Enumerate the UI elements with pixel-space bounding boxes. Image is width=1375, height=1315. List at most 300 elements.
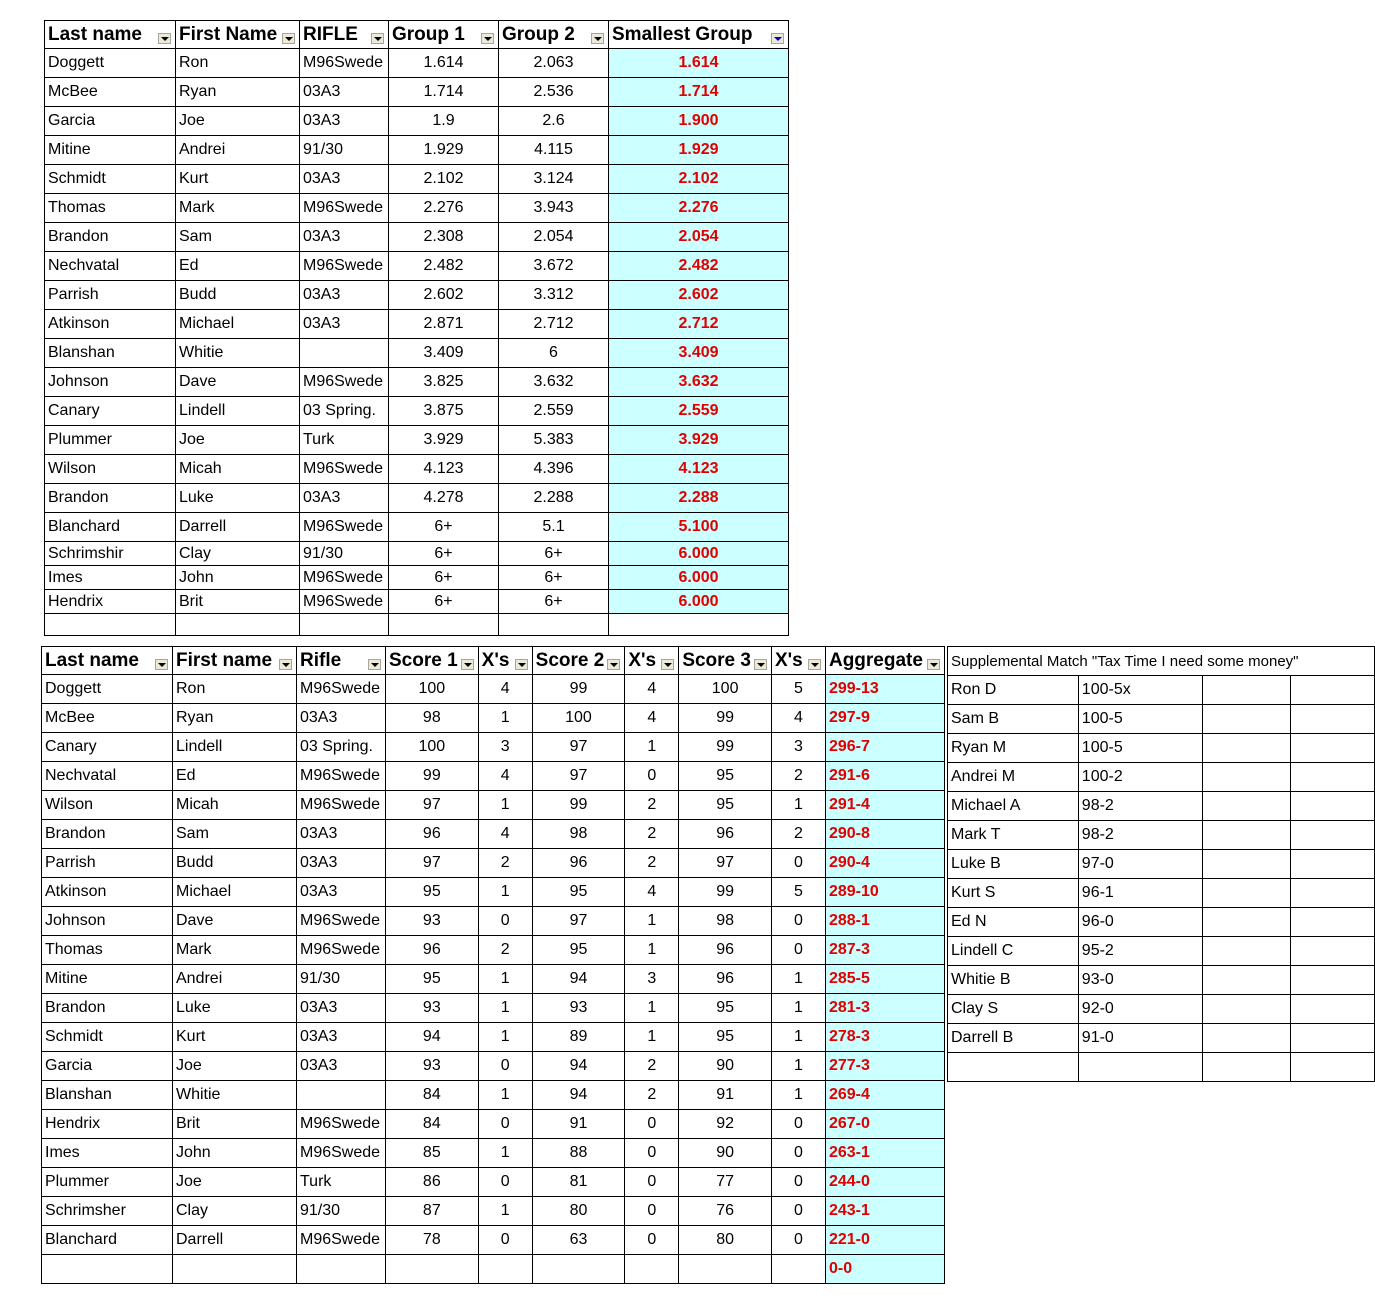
table-cell[interactable]: Blanchard — [42, 1226, 173, 1255]
table-cell[interactable]: 95 — [679, 791, 772, 820]
table-cell[interactable]: Blanshan — [42, 1081, 173, 1110]
table-cell[interactable]: 288-1 — [825, 907, 944, 936]
table-cell[interactable] — [609, 614, 789, 636]
table-cell[interactable]: 2.559 — [609, 397, 789, 426]
table-cell[interactable]: 291-4 — [825, 791, 944, 820]
table-cell[interactable]: 5 — [771, 878, 825, 907]
table-cell[interactable]: 4.123 — [609, 455, 789, 484]
table-cell[interactable]: 4 — [478, 820, 532, 849]
filter-dropdown-icon[interactable] — [515, 659, 528, 670]
filter-dropdown-icon[interactable] — [808, 659, 821, 670]
table-cell[interactable] — [386, 1255, 479, 1284]
table-cell[interactable]: 0 — [625, 1110, 679, 1139]
table-cell[interactable]: Budd — [176, 281, 300, 310]
table-cell[interactable]: 1 — [478, 791, 532, 820]
table-cell[interactable]: 1 — [771, 1081, 825, 1110]
table-cell[interactable] — [532, 1255, 625, 1284]
table-cell[interactable]: 95 — [532, 878, 625, 907]
table-cell[interactable]: Schrimsher — [42, 1197, 173, 1226]
table-cell[interactable]: 296-7 — [825, 733, 944, 762]
table-cell[interactable]: 2.308 — [389, 223, 499, 252]
table-cell[interactable]: 1 — [478, 994, 532, 1023]
table-cell[interactable]: 6 — [499, 339, 609, 368]
table-cell[interactable]: Luke — [176, 484, 300, 513]
table-cell[interactable]: Atkinson — [42, 878, 173, 907]
table-cell[interactable] — [1202, 908, 1291, 937]
table-cell[interactable]: 3 — [771, 733, 825, 762]
table-cell[interactable]: Micah — [173, 791, 297, 820]
table-cell[interactable] — [1291, 763, 1375, 792]
table-cell[interactable]: 267-0 — [825, 1110, 944, 1139]
table-cell[interactable]: 100 — [532, 704, 625, 733]
table-cell[interactable]: 1 — [478, 1081, 532, 1110]
table-cell[interactable]: 100 — [386, 675, 479, 704]
table-cell[interactable]: 2.288 — [499, 484, 609, 513]
table-cell[interactable]: 269-4 — [825, 1081, 944, 1110]
table-cell[interactable]: 1 — [625, 994, 679, 1023]
table-cell[interactable]: 0 — [771, 936, 825, 965]
table-cell[interactable]: M96Swede — [297, 762, 386, 791]
column-header[interactable]: Rifle — [297, 647, 386, 675]
table-cell[interactable]: 97 — [532, 907, 625, 936]
table-cell[interactable]: Joe — [176, 426, 300, 455]
table-cell[interactable]: Luke — [173, 994, 297, 1023]
column-header[interactable]: First name — [173, 647, 297, 675]
table-cell[interactable]: 278-3 — [825, 1023, 944, 1052]
table-cell[interactable]: Mark — [176, 194, 300, 223]
table-cell[interactable]: 0 — [771, 1139, 825, 1168]
table-cell[interactable] — [1291, 1024, 1375, 1053]
table-cell[interactable]: Ron — [176, 49, 300, 78]
table-cell[interactable]: Thomas — [45, 194, 176, 223]
table-cell[interactable]: M96Swede — [297, 936, 386, 965]
shooter-score[interactable]: 100-5 — [1078, 734, 1202, 763]
table-cell[interactable]: 2.602 — [609, 281, 789, 310]
table-cell[interactable]: 76 — [679, 1197, 772, 1226]
table-cell[interactable]: 95 — [532, 936, 625, 965]
table-cell[interactable]: Plummer — [42, 1168, 173, 1197]
column-header[interactable]: First Name — [176, 21, 300, 49]
table-cell[interactable]: 94 — [386, 1023, 479, 1052]
table-cell[interactable]: Brandon — [45, 223, 176, 252]
table-cell[interactable] — [771, 1255, 825, 1284]
table-cell[interactable]: 4 — [478, 675, 532, 704]
table-cell[interactable]: 90 — [679, 1139, 772, 1168]
table-cell[interactable]: 1.614 — [609, 49, 789, 78]
table-cell[interactable]: 1 — [771, 994, 825, 1023]
filter-dropdown-icon[interactable] — [461, 659, 474, 670]
table-cell[interactable]: Andrei — [176, 136, 300, 165]
table-cell[interactable]: 291-6 — [825, 762, 944, 791]
shooter-name[interactable]: Ryan M — [948, 734, 1079, 763]
table-cell[interactable]: 97 — [532, 733, 625, 762]
table-cell[interactable]: 63 — [532, 1226, 625, 1255]
table-cell[interactable]: 1 — [478, 704, 532, 733]
table-cell[interactable] — [1202, 734, 1291, 763]
table-cell[interactable] — [1291, 937, 1375, 966]
table-cell[interactable]: 1 — [478, 1139, 532, 1168]
table-cell[interactable]: M96Swede — [300, 49, 389, 78]
filter-dropdown-icon[interactable] — [481, 33, 494, 44]
table-cell[interactable]: 290-8 — [825, 820, 944, 849]
table-cell[interactable]: 99 — [679, 878, 772, 907]
table-cell[interactable]: Ron — [173, 675, 297, 704]
table-cell[interactable]: 94 — [532, 965, 625, 994]
table-cell[interactable]: 92 — [679, 1110, 772, 1139]
table-cell[interactable]: 2 — [625, 849, 679, 878]
table-cell[interactable]: 3.929 — [389, 426, 499, 455]
table-cell[interactable]: Budd — [173, 849, 297, 878]
table-cell[interactable]: 97 — [532, 762, 625, 791]
table-cell[interactable]: 0 — [625, 1139, 679, 1168]
table-cell[interactable]: 80 — [532, 1197, 625, 1226]
table-cell[interactable]: Ryan — [176, 78, 300, 107]
table-cell[interactable]: 3.312 — [499, 281, 609, 310]
table-cell[interactable]: 96 — [532, 849, 625, 878]
table-cell[interactable]: 6.000 — [609, 566, 789, 590]
table-cell[interactable]: 98 — [386, 704, 479, 733]
table-cell[interactable]: 03A3 — [297, 878, 386, 907]
table-cell[interactable]: 93 — [386, 994, 479, 1023]
table-cell[interactable]: 96 — [386, 820, 479, 849]
table-cell[interactable]: 96 — [679, 820, 772, 849]
table-cell[interactable]: Mitine — [45, 136, 176, 165]
table-cell[interactable]: 2.712 — [499, 310, 609, 339]
table-cell[interactable]: 2.102 — [389, 165, 499, 194]
table-cell[interactable]: 91/30 — [300, 136, 389, 165]
table-cell[interactable]: M96Swede — [300, 368, 389, 397]
table-cell[interactable] — [1291, 908, 1375, 937]
table-cell[interactable]: 80 — [679, 1226, 772, 1255]
shooter-score[interactable]: 91-0 — [1078, 1024, 1202, 1053]
filter-dropdown-icon[interactable] — [661, 659, 674, 670]
table-cell[interactable] — [478, 1255, 532, 1284]
table-cell[interactable]: Lindell — [176, 397, 300, 426]
table-cell[interactable]: 1 — [625, 936, 679, 965]
column-header[interactable]: RIFLE — [300, 21, 389, 49]
table-cell[interactable]: Brandon — [42, 994, 173, 1023]
table-cell[interactable]: 3.825 — [389, 368, 499, 397]
table-cell[interactable] — [1202, 937, 1291, 966]
column-header[interactable]: X's — [771, 647, 825, 675]
table-cell[interactable]: 87 — [386, 1197, 479, 1226]
table-cell[interactable]: 1.900 — [609, 107, 789, 136]
table-cell[interactable] — [1291, 821, 1375, 850]
table-cell[interactable]: 100 — [386, 733, 479, 762]
table-cell[interactable]: 2.602 — [389, 281, 499, 310]
table-cell[interactable]: 4 — [625, 704, 679, 733]
table-cell[interactable]: 2.536 — [499, 78, 609, 107]
table-cell[interactable]: 5 — [771, 675, 825, 704]
table-cell[interactable]: 4 — [625, 675, 679, 704]
table-cell[interactable]: 287-3 — [825, 936, 944, 965]
table-cell[interactable]: 6.000 — [609, 590, 789, 614]
table-cell[interactable]: Hendrix — [45, 590, 176, 614]
table-cell[interactable]: 99 — [679, 733, 772, 762]
table-cell[interactable]: 2.6 — [499, 107, 609, 136]
table-cell[interactable]: 88 — [532, 1139, 625, 1168]
table-cell[interactable]: Plummer — [45, 426, 176, 455]
table-cell[interactable]: 2 — [478, 936, 532, 965]
table-cell[interactable]: 4 — [478, 762, 532, 791]
column-header[interactable]: Score 2 — [532, 647, 625, 675]
table-cell[interactable]: 2 — [625, 791, 679, 820]
table-cell[interactable]: Ed — [176, 252, 300, 281]
table-cell[interactable]: Kurt — [176, 165, 300, 194]
table-cell[interactable]: 290-4 — [825, 849, 944, 878]
table-cell[interactable]: Sam — [173, 820, 297, 849]
table-cell[interactable]: 2 — [625, 820, 679, 849]
table-cell[interactable]: 96 — [679, 965, 772, 994]
table-cell[interactable]: 93 — [386, 907, 479, 936]
table-cell[interactable]: 1 — [771, 965, 825, 994]
table-cell[interactable]: Doggett — [45, 49, 176, 78]
table-cell[interactable]: 221-0 — [825, 1226, 944, 1255]
shooter-name[interactable]: Kurt S — [948, 879, 1079, 908]
table-cell[interactable]: M96Swede — [300, 252, 389, 281]
table-cell[interactable]: 4.396 — [499, 455, 609, 484]
table-cell[interactable] — [1202, 763, 1291, 792]
table-cell[interactable]: Michael — [173, 878, 297, 907]
table-cell[interactable]: M96Swede — [300, 590, 389, 614]
table-cell[interactable]: 91 — [679, 1081, 772, 1110]
table-cell[interactable]: 100 — [679, 675, 772, 704]
shooter-score[interactable]: 93-0 — [1078, 966, 1202, 995]
table-cell[interactable] — [297, 1081, 386, 1110]
table-cell[interactable] — [1202, 1024, 1291, 1053]
column-header[interactable]: Group 1 — [389, 21, 499, 49]
table-cell[interactable]: Darrell — [173, 1226, 297, 1255]
table-cell[interactable] — [1078, 1053, 1202, 1082]
table-cell[interactable]: 3.943 — [499, 194, 609, 223]
table-cell[interactable]: 1 — [771, 791, 825, 820]
table-cell[interactable]: Thomas — [42, 936, 173, 965]
column-header[interactable]: Last name — [42, 647, 173, 675]
shooter-score[interactable]: 100-2 — [1078, 763, 1202, 792]
table-cell[interactable]: 2 — [625, 1081, 679, 1110]
table-cell[interactable]: 89 — [532, 1023, 625, 1052]
table-cell[interactable]: Whitie — [176, 339, 300, 368]
table-cell[interactable]: 1.614 — [389, 49, 499, 78]
table-cell[interactable]: 3 — [625, 965, 679, 994]
filter-dropdown-icon[interactable] — [771, 33, 784, 44]
shooter-name[interactable]: Darrell B — [948, 1024, 1079, 1053]
table-cell[interactable]: 243-1 — [825, 1197, 944, 1226]
table-cell[interactable]: 277-3 — [825, 1052, 944, 1081]
table-cell[interactable]: 1.714 — [609, 78, 789, 107]
table-cell[interactable]: 0 — [771, 1226, 825, 1255]
table-cell[interactable]: 5.383 — [499, 426, 609, 455]
table-cell[interactable]: Blanshan — [45, 339, 176, 368]
table-cell[interactable]: 81 — [532, 1168, 625, 1197]
column-header[interactable]: X's — [478, 647, 532, 675]
table-cell[interactable]: 03 Spring. — [297, 733, 386, 762]
table-cell[interactable]: 0 — [478, 1110, 532, 1139]
table-cell[interactable]: M96Swede — [297, 791, 386, 820]
table-cell[interactable]: 99 — [532, 791, 625, 820]
table-cell[interactable]: Mitine — [42, 965, 173, 994]
table-cell[interactable]: 263-1 — [825, 1139, 944, 1168]
shooter-name[interactable]: Andrei M — [948, 763, 1079, 792]
table-cell[interactable]: M96Swede — [297, 1226, 386, 1255]
shooter-name[interactable]: Clay S — [948, 995, 1079, 1024]
table-cell[interactable]: Schrimshir — [45, 542, 176, 566]
table-cell[interactable] — [300, 339, 389, 368]
table-cell[interactable]: 2.276 — [389, 194, 499, 223]
table-cell[interactable] — [1291, 676, 1375, 705]
filter-dropdown-icon[interactable] — [371, 33, 384, 44]
table-cell[interactable]: M96Swede — [300, 513, 389, 542]
table-cell[interactable]: 85 — [386, 1139, 479, 1168]
table-cell[interactable]: Joe — [176, 107, 300, 136]
table-cell[interactable]: 0 — [478, 907, 532, 936]
table-cell[interactable]: 96 — [386, 936, 479, 965]
table-cell[interactable]: Brit — [173, 1110, 297, 1139]
table-cell[interactable]: 6+ — [389, 590, 499, 614]
table-cell[interactable]: Turk — [297, 1168, 386, 1197]
table-cell[interactable]: 99 — [679, 704, 772, 733]
table-cell[interactable]: Wilson — [42, 791, 173, 820]
table-cell[interactable]: M96Swede — [297, 675, 386, 704]
shooter-name[interactable]: Sam B — [948, 705, 1079, 734]
table-cell[interactable] — [1202, 792, 1291, 821]
table-cell[interactable]: 1.929 — [609, 136, 789, 165]
table-cell[interactable]: 98 — [679, 907, 772, 936]
table-cell[interactable]: 5.100 — [609, 513, 789, 542]
table-cell[interactable] — [1291, 1053, 1375, 1082]
shooter-name[interactable]: Michael A — [948, 792, 1079, 821]
table-cell[interactable]: 0 — [478, 1052, 532, 1081]
column-header[interactable]: X's — [625, 647, 679, 675]
shooter-name[interactable]: Whitie B — [948, 966, 1079, 995]
table-cell[interactable]: 0 — [771, 849, 825, 878]
table-cell[interactable]: 244-0 — [825, 1168, 944, 1197]
table-cell[interactable] — [297, 1255, 386, 1284]
table-cell[interactable]: 1 — [625, 733, 679, 762]
table-cell[interactable]: Blanchard — [45, 513, 176, 542]
table-cell[interactable]: Schmidt — [45, 165, 176, 194]
table-cell[interactable]: 1 — [625, 907, 679, 936]
table-cell[interactable]: 03A3 — [297, 1052, 386, 1081]
table-cell[interactable]: 0 — [625, 1197, 679, 1226]
table-cell[interactable]: Brit — [176, 590, 300, 614]
table-cell[interactable]: 98 — [532, 820, 625, 849]
table-cell[interactable]: 281-3 — [825, 994, 944, 1023]
table-cell[interactable]: John — [176, 566, 300, 590]
table-cell[interactable]: 91 — [532, 1110, 625, 1139]
table-cell[interactable] — [625, 1255, 679, 1284]
table-cell[interactable]: 91/30 — [297, 965, 386, 994]
table-cell[interactable]: 2.276 — [609, 194, 789, 223]
table-cell[interactable]: 2.063 — [499, 49, 609, 78]
column-header[interactable]: Score 1 — [386, 647, 479, 675]
table-cell[interactable]: Clay — [176, 542, 300, 566]
table-cell[interactable] — [1202, 705, 1291, 734]
shooter-score[interactable]: 97-0 — [1078, 850, 1202, 879]
table-cell[interactable]: Nechvatal — [42, 762, 173, 791]
table-cell[interactable]: 1 — [771, 1052, 825, 1081]
table-cell[interactable]: 91/30 — [297, 1197, 386, 1226]
filter-dropdown-icon[interactable] — [754, 659, 767, 670]
table-cell[interactable]: 03A3 — [300, 281, 389, 310]
table-cell[interactable]: 95 — [679, 994, 772, 1023]
table-cell[interactable]: 90 — [679, 1052, 772, 1081]
table-cell[interactable]: 03A3 — [297, 704, 386, 733]
table-cell[interactable]: M96Swede — [300, 566, 389, 590]
column-header[interactable]: Group 2 — [499, 21, 609, 49]
shooter-name[interactable]: Mark T — [948, 821, 1079, 850]
table-cell[interactable]: Brandon — [45, 484, 176, 513]
table-cell[interactable]: 97 — [386, 849, 479, 878]
filter-dropdown-icon[interactable] — [591, 33, 604, 44]
table-cell[interactable]: Wilson — [45, 455, 176, 484]
table-cell[interactable] — [1291, 850, 1375, 879]
table-cell[interactable]: 03A3 — [300, 484, 389, 513]
table-cell[interactable]: 99 — [532, 675, 625, 704]
table-cell[interactable]: 84 — [386, 1110, 479, 1139]
table-cell[interactable]: 3.124 — [499, 165, 609, 194]
table-cell[interactable]: 0 — [478, 1226, 532, 1255]
filter-dropdown-icon[interactable] — [155, 659, 168, 670]
table-cell[interactable] — [173, 1255, 297, 1284]
table-cell[interactable]: 3.875 — [389, 397, 499, 426]
table-cell[interactable] — [1291, 995, 1375, 1024]
table-cell[interactable]: 2.288 — [609, 484, 789, 513]
table-cell[interactable]: 94 — [532, 1052, 625, 1081]
table-cell[interactable]: 2.559 — [499, 397, 609, 426]
table-cell[interactable]: 03A3 — [300, 223, 389, 252]
table-cell[interactable]: 4 — [771, 704, 825, 733]
table-cell[interactable]: Brandon — [42, 820, 173, 849]
table-cell[interactable]: Micah — [176, 455, 300, 484]
table-cell[interactable] — [42, 1255, 173, 1284]
table-cell[interactable]: Ryan — [173, 704, 297, 733]
table-cell[interactable]: 93 — [532, 994, 625, 1023]
table-cell[interactable]: Joe — [173, 1168, 297, 1197]
table-cell[interactable]: 03A3 — [297, 849, 386, 878]
table-cell[interactable]: John — [173, 1139, 297, 1168]
table-cell[interactable]: 03 Spring. — [300, 397, 389, 426]
table-cell[interactable]: 3 — [478, 733, 532, 762]
table-cell[interactable]: 03A3 — [300, 165, 389, 194]
table-cell[interactable]: Andrei — [173, 965, 297, 994]
table-cell[interactable]: 2.054 — [609, 223, 789, 252]
filter-dropdown-icon[interactable] — [927, 659, 940, 670]
table-cell[interactable]: 0 — [771, 1168, 825, 1197]
table-cell[interactable]: 77 — [679, 1168, 772, 1197]
table-cell[interactable]: Schmidt — [42, 1023, 173, 1052]
table-cell[interactable]: 6+ — [389, 566, 499, 590]
table-cell[interactable]: Sam — [176, 223, 300, 252]
table-cell[interactable]: 285-5 — [825, 965, 944, 994]
shooter-name[interactable]: Lindell C — [948, 937, 1079, 966]
table-cell[interactable] — [300, 614, 389, 636]
table-cell[interactable]: 99 — [386, 762, 479, 791]
table-cell[interactable]: Michael — [176, 310, 300, 339]
shooter-score[interactable]: 100-5 — [1078, 705, 1202, 734]
table-cell[interactable]: M96Swede — [300, 455, 389, 484]
table-cell[interactable]: Imes — [45, 566, 176, 590]
table-cell[interactable] — [679, 1255, 772, 1284]
table-cell[interactable]: 95 — [679, 1023, 772, 1052]
table-cell[interactable]: 95 — [386, 965, 479, 994]
table-cell[interactable] — [45, 614, 176, 636]
table-cell[interactable]: Johnson — [42, 907, 173, 936]
table-cell[interactable]: 3.632 — [609, 368, 789, 397]
table-cell[interactable]: 3.929 — [609, 426, 789, 455]
table-cell[interactable] — [1202, 1053, 1291, 1082]
table-cell[interactable]: 4 — [625, 878, 679, 907]
